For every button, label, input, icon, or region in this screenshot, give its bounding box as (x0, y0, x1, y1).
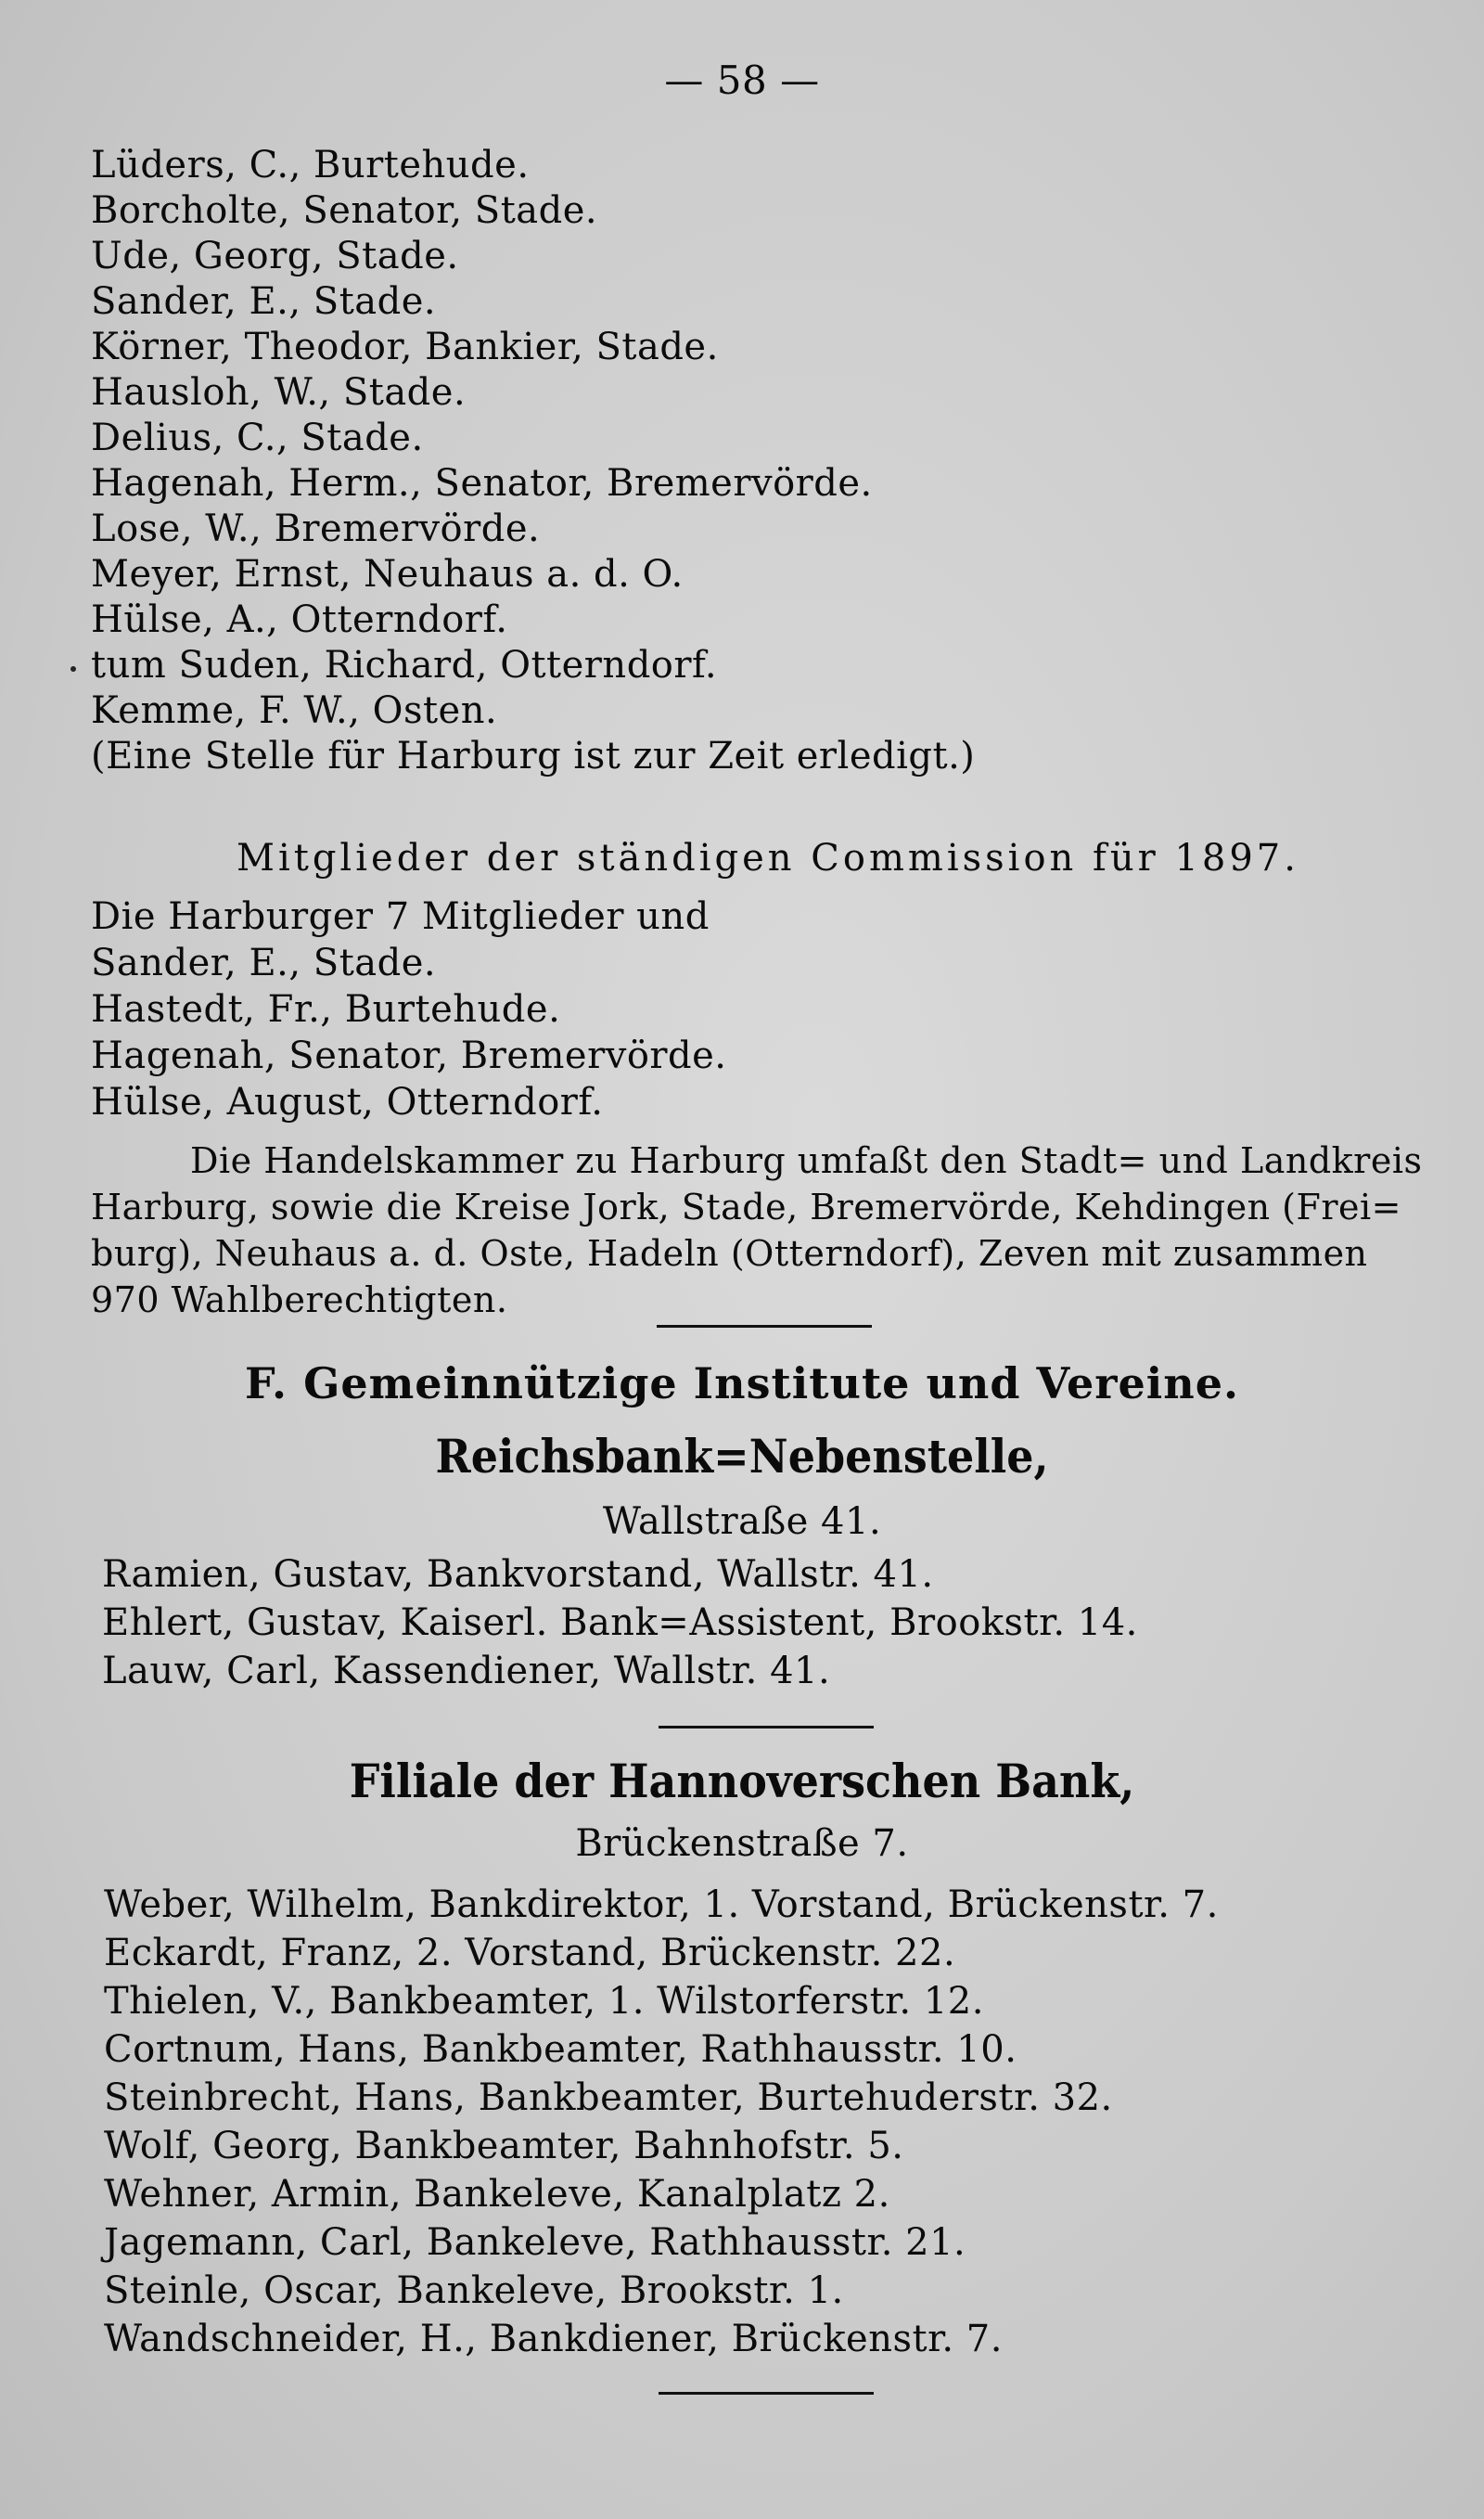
staff-entry: Jagemann, Carl, Bankeleve, Rathhausstr. 21. (104, 2221, 966, 2264)
member-entry: Körner, Theodor, Bankier, Stade. (91, 326, 719, 368)
paragraph-line: 970 Wahlberechtigten. (91, 1279, 508, 1320)
paragraph-line: Die Handelskammer zu Harburg umfaßt den Stadt= und Landkreis (190, 1140, 1423, 1181)
page-number: — 58 — (664, 58, 820, 103)
staff-entry: Wandschneider, H., Bankdiener, Brückenstr. 7. (104, 2318, 1003, 2360)
section-divider (659, 2392, 874, 2395)
hannover-bank-title: Filiale der Hannoverschen Bank, (349, 1754, 1135, 1808)
hannover-bank-address: Brückenstraße 7. (575, 1822, 909, 1865)
staff-entry: Wehner, Armin, Bankeleve, Kanalplatz 2. (104, 2173, 890, 2216)
print-speck (70, 666, 76, 672)
member-entry: Lose, W., Bremervörde. (91, 508, 541, 550)
staff-entry: Steinle, Oscar, Bankeleve, Brookstr. 1. (104, 2269, 844, 2312)
paragraph-line: burg), Neuhaus a. d. Oste, Hadeln (Otterndorf), Zeven mit zusammen (91, 1233, 1368, 1274)
member-entry: Kemme, F. W., Osten. (91, 689, 498, 732)
commission-entry: Sander, E., Stade. (91, 942, 437, 984)
section-divider (657, 1325, 872, 1328)
staff-entry: Eckardt, Franz, 2. Vorstand, Brückenstr. 22. (104, 1932, 956, 1974)
paragraph-line: Harburg, sowie die Kreise Jork, Stade, Bremervörde, Kehdingen (Frei= (91, 1187, 1401, 1227)
member-entry: Hausloh, W., Stade. (91, 371, 467, 414)
member-entry: Sander, E., Stade. (91, 280, 437, 323)
section-divider (659, 1726, 874, 1729)
staff-entry: Steinbrecht, Hans, Bankbeamter, Burtehuderstr. 32. (104, 2076, 1113, 2119)
member-entry: Ude, Georg, Stade. (91, 235, 459, 277)
staff-entry: Ehlert, Gustav, Kaiserl. Bank=Assistent, Brookstr. 14. (102, 1601, 1138, 1644)
reichsbank-title: Reichsbank=Nebenstelle, (435, 1429, 1049, 1484)
staff-entry: Ramien, Gustav, Bankvorstand, Wallstr. 41. (102, 1553, 934, 1596)
staff-entry: Cortnum, Hans, Bankbeamter, Rathhausstr. 10. (104, 2028, 1017, 2071)
commission-entry: Hülse, August, Otterndorf. (91, 1081, 604, 1124)
staff-entry: Lauw, Carl, Kassendiener, Wallstr. 41. (102, 1650, 831, 1692)
member-entry: Lüders, C., Burtehude. (91, 144, 530, 186)
commission-heading: Mitglieder der ständigen Commission für 1897. (237, 837, 1299, 880)
staff-entry: Weber, Wilhelm, Bankdirektor, 1. Vorstand, Brückenstr. 7. (104, 1883, 1219, 1926)
section-f-heading: F. Gemeinnützige Institute und Vereine. (245, 1358, 1239, 1408)
commission-entry: Hastedt, Fr., Burtehude. (91, 988, 561, 1031)
vacancy-note: (Eine Stelle für Harburg ist zur Zeit erledigt.) (91, 735, 976, 778)
staff-entry: Thielen, V., Bankbeamter, 1. Wilstorferstr. 12. (104, 1980, 984, 2023)
member-entry: tum Suden, Richard, Otterndorf. (91, 644, 718, 687)
staff-entry: Wolf, Georg, Bankbeamter, Bahnhofstr. 5. (104, 2125, 904, 2167)
member-entry: Borcholte, Senator, Stade. (91, 189, 598, 232)
commission-entry: Die Harburger 7 Mitglieder und (91, 895, 710, 938)
commission-entry: Hagenah, Senator, Bremervörde. (91, 1035, 727, 1077)
member-entry: Hülse, A., Otterndorf. (91, 598, 508, 641)
member-entry: Delius, C., Stade. (91, 417, 424, 459)
member-entry: Meyer, Ernst, Neuhaus a. d. O. (91, 553, 684, 596)
reichsbank-address: Wallstraße 41. (602, 1500, 882, 1543)
member-entry: Hagenah, Herm., Senator, Bremervörde. (91, 462, 873, 505)
